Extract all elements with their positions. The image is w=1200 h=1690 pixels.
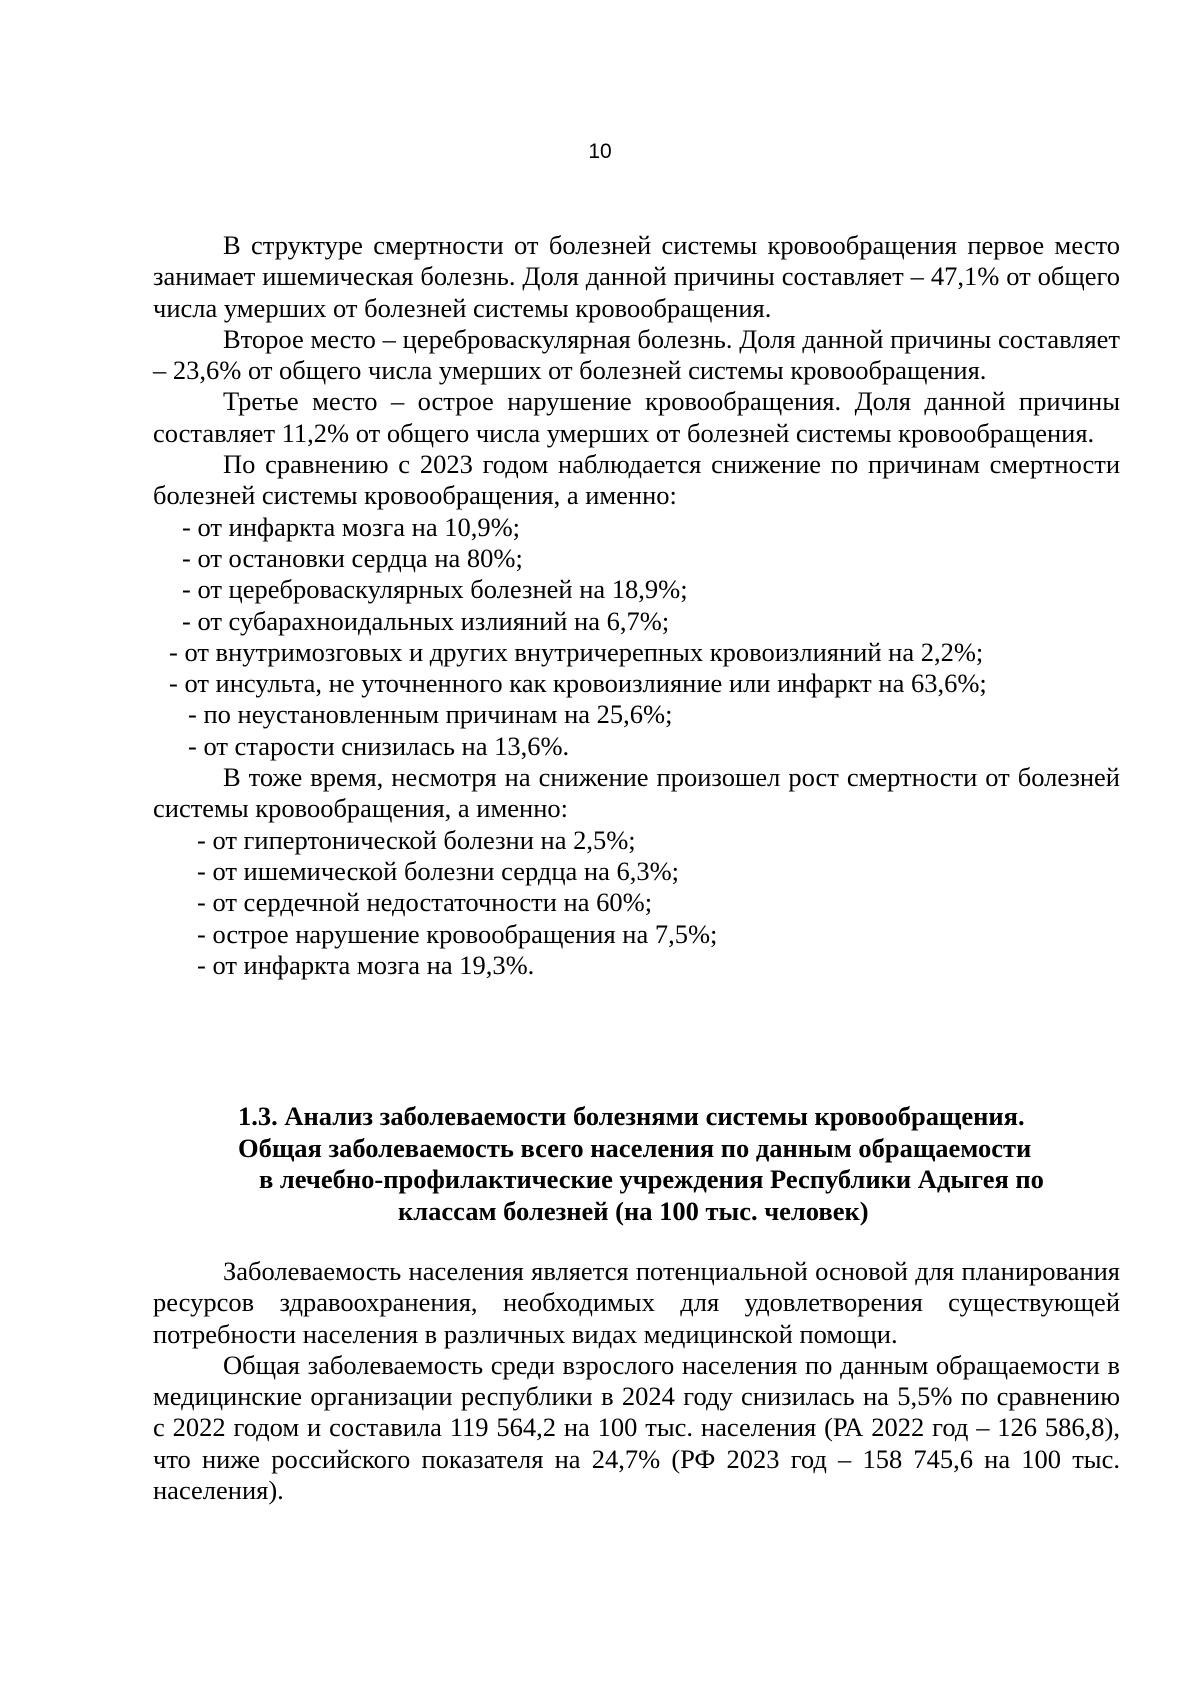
decrease-list-item: - по неустановленным причинам на 25,6%;	[188, 699, 673, 730]
heading-line: в лечебно-профилактические учреждения Республики Адыгея по	[259, 1164, 1044, 1195]
paragraph-cerebrovascular: Второе место – цереброваскулярная болезнь. Доля данной причины составляет – 23,6% от общего числа умерших от болезней системы кровообращения.	[153, 323, 1120, 386]
heading-line: классам болезней (на 100 тыс. человек)	[398, 1195, 869, 1226]
decrease-list-item: - от цереброваскулярных болезней на 18,9%;	[182, 574, 688, 605]
decrease-list-item: - от субарахноидальных излияний на 6,7%;	[182, 605, 670, 636]
paragraph-ischemic: В структуре смертности от болезней системы кровообращения первое место занимает ишемическая болезнь. Доля данной причины составляет – 47,1% от общего числа умерших от болезней системы кровообращения.	[153, 230, 1120, 323]
paragraph-morbidity-stats: Общая заболеваемость среди взрослого населения по данным обращаемости в медицинские организации республики в 2024 году снизилась на 5,5% по сравнению с 2022 годом и составила 119 564,2 на 100 тыс. населения (РА 2022 год – 126 586,8), что ниже российского показателя на 24,7% (РФ 2023 год – 158 745,6 на 100 тыс. населения).	[153, 1349, 1120, 1506]
decrease-list-item: - от остановки сердца на 80%;	[182, 542, 523, 573]
growth-list-item: - острое нарушение кровообращения на 7,5%;	[197, 918, 718, 949]
heading-line: 1.3. Анализ заболеваемости болезнями системы кровообращения.	[238, 1101, 1025, 1131]
decrease-list-item: - от внутримозговых и других внутричерепных кровоизлияний на 2,2%;	[169, 636, 984, 667]
morbidity-section	[153, 1256, 1120, 1506]
page-number: 10	[588, 140, 612, 163]
decrease-list-item: - от инфаркта мозга на 10,9%;	[182, 511, 521, 542]
decrease-list-item: - от инсульта, не уточненного как кровоизлияние или инфаркт на 63,6%;	[169, 668, 987, 699]
growth-list-item: - от инфаркта мозга на 19,3%.	[197, 949, 535, 980]
heading-line: Общая заболеваемость всего населения по данным обращаемости	[238, 1132, 1032, 1163]
paragraph-decrease-intro: По сравнению с 2023 годом наблюдается снижение по причинам смертности болезней системы кровообращения, а именно:	[153, 449, 1120, 511]
mortality-structure-section	[153, 230, 1120, 981]
growth-list-item: - от гипертонической болезни на 2,5%;	[197, 824, 636, 855]
paragraph-morbidity-basis: Заболеваемость населения является потенциальной основой для планирования ресурсов здравоохранения, необходимых для удовлетворения существующей потребности населения в различных видах медицинской помощи.	[153, 1256, 1120, 1349]
section-heading	[150, 1101, 1120, 1227]
decrease-list-item: - от старости снизилась на 13,6%.	[188, 730, 570, 761]
paragraph-growth-intro: В тоже время, несмотря на снижение произошел рост смертности от болезней системы кровообращения, а именно:	[153, 762, 1120, 824]
paragraph-acute-disorder: Третье место – острое нарушение кровообращения. Доля данной причины составляет 11,2% от общего числа умерших от болезней системы кровообращения.	[153, 386, 1120, 448]
growth-list-item: - от ишемической болезни сердца на 6,3%;	[197, 855, 680, 886]
growth-list-item: - от сердечной недостаточности на 60%;	[197, 887, 653, 918]
